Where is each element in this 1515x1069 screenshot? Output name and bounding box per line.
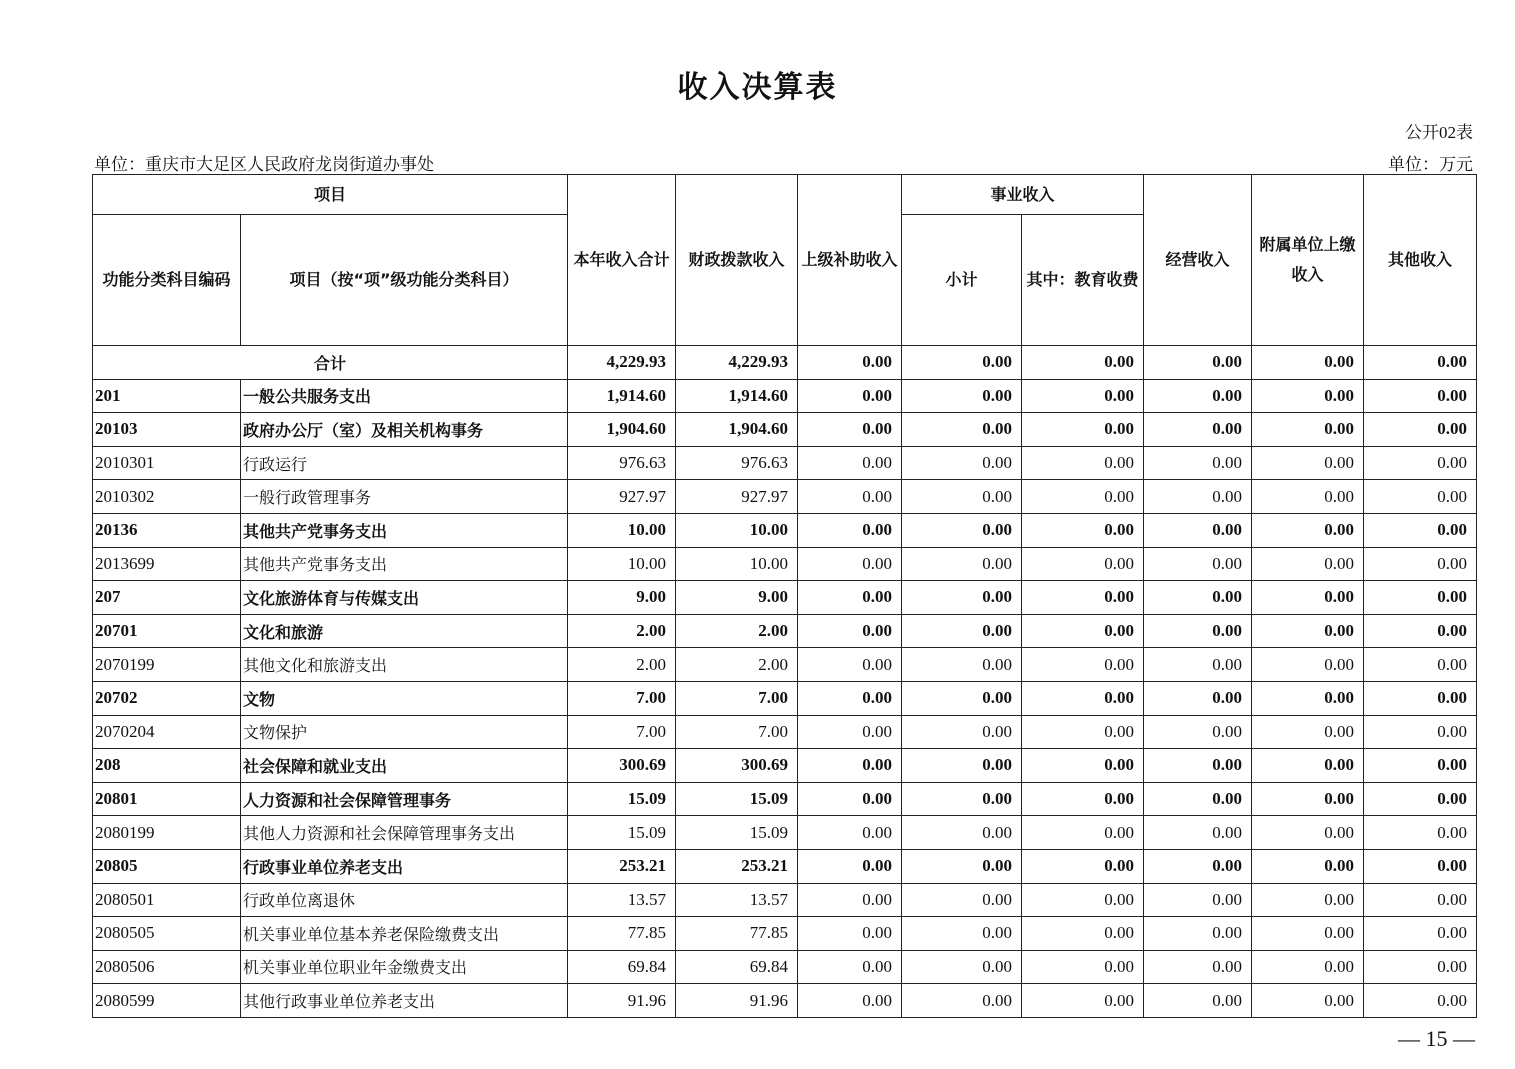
row-value: 0.00	[1022, 950, 1144, 984]
table-row	[93, 547, 1477, 581]
total-value: 0.00	[1144, 346, 1252, 380]
row-value: 0.00	[1022, 480, 1144, 514]
unit-organization: 单位：重庆市大足区人民政府龙岗街道办事处	[94, 155, 434, 174]
row-value: 0.00	[1144, 816, 1252, 850]
row-name: 文物	[241, 681, 568, 715]
row-value: 15.09	[676, 782, 798, 816]
row-value: 0.00	[1144, 547, 1252, 581]
row-value: 0.00	[902, 883, 1022, 917]
row-value: 0.00	[798, 614, 902, 648]
row-value: 0.00	[1022, 917, 1144, 951]
row-value: 0.00	[1022, 849, 1144, 883]
row-value: 0.00	[798, 547, 902, 581]
row-value: 2.00	[568, 648, 676, 682]
row-value: 0.00	[1252, 883, 1364, 917]
table-row	[93, 446, 1477, 480]
row-value: 0.00	[1144, 379, 1252, 413]
row-value: 0.00	[798, 446, 902, 480]
row-value: 0.00	[1364, 782, 1477, 816]
row-value: 0.00	[1144, 581, 1252, 615]
row-value: 0.00	[902, 681, 1022, 715]
row-name: 行政单位离退休	[241, 883, 568, 917]
row-code: 2080505	[93, 917, 241, 951]
row-value: 0.00	[902, 816, 1022, 850]
row-value: 13.57	[676, 883, 798, 917]
header-project: 项目	[93, 175, 568, 215]
row-code: 20702	[93, 681, 241, 715]
row-value: 0.00	[1144, 883, 1252, 917]
row-value: 0.00	[902, 379, 1022, 413]
row-value: 300.69	[676, 749, 798, 783]
row-value: 1,914.60	[568, 379, 676, 413]
row-code: 2070199	[93, 648, 241, 682]
row-code: 2080599	[93, 984, 241, 1018]
table-row	[93, 513, 1477, 547]
row-value: 0.00	[902, 715, 1022, 749]
row-value: 0.00	[902, 849, 1022, 883]
row-code: 2080501	[93, 883, 241, 917]
row-name: 其他共产党事务支出	[241, 547, 568, 581]
row-value: 0.00	[1144, 446, 1252, 480]
row-code: 20701	[93, 614, 241, 648]
row-value: 7.00	[568, 681, 676, 715]
row-value: 2.00	[676, 648, 798, 682]
row-value: 0.00	[1252, 379, 1364, 413]
total-value: 0.00	[1252, 346, 1364, 380]
row-value: 0.00	[902, 581, 1022, 615]
table-row	[93, 917, 1477, 951]
row-value: 0.00	[1364, 715, 1477, 749]
row-value: 0.00	[1144, 480, 1252, 514]
row-value: 0.00	[1252, 648, 1364, 682]
row-value: 0.00	[902, 480, 1022, 514]
row-value: 0.00	[1022, 681, 1144, 715]
row-value: 0.00	[1022, 883, 1144, 917]
row-value: 0.00	[1022, 614, 1144, 648]
row-code: 2010301	[93, 446, 241, 480]
header-code: 功能分类科目编码	[93, 215, 241, 346]
row-value: 9.00	[676, 581, 798, 615]
row-value: 0.00	[902, 749, 1022, 783]
row-value: 0.00	[798, 715, 902, 749]
row-value: 0.00	[1252, 513, 1364, 547]
row-value: 0.00	[1364, 816, 1477, 850]
row-name: 行政事业单位养老支出	[241, 849, 568, 883]
row-value: 0.00	[1252, 715, 1364, 749]
row-value: 1,904.60	[568, 413, 676, 447]
row-value: 0.00	[798, 681, 902, 715]
page-title: 收入决算表	[677, 70, 838, 105]
row-value: 10.00	[676, 547, 798, 581]
row-value: 0.00	[1252, 984, 1364, 1018]
row-value: 0.00	[1364, 984, 1477, 1018]
row-value: 0.00	[798, 984, 902, 1018]
table-row	[93, 480, 1477, 514]
row-value: 0.00	[1364, 849, 1477, 883]
row-value: 0.00	[798, 648, 902, 682]
header-superior: 上级补助收入	[798, 175, 902, 346]
row-value: 0.00	[1022, 581, 1144, 615]
table-row	[93, 849, 1477, 883]
table-row	[93, 782, 1477, 816]
row-name: 一般公共服务支出	[241, 379, 568, 413]
row-value: 0.00	[1144, 648, 1252, 682]
row-value: 0.00	[1252, 681, 1364, 715]
row-value: 91.96	[676, 984, 798, 1018]
total-label: 合计	[93, 346, 568, 380]
row-value: 0.00	[1364, 480, 1477, 514]
row-code: 20136	[93, 513, 241, 547]
row-value: 10.00	[568, 547, 676, 581]
row-value: 0.00	[1022, 413, 1144, 447]
row-value: 0.00	[1364, 883, 1477, 917]
row-value: 0.00	[1364, 446, 1477, 480]
row-value: 0.00	[798, 749, 902, 783]
row-value: 0.00	[1144, 917, 1252, 951]
row-value: 15.09	[568, 782, 676, 816]
row-value: 0.00	[902, 782, 1022, 816]
row-value: 0.00	[798, 581, 902, 615]
row-value: 0.00	[1364, 413, 1477, 447]
row-value: 976.63	[568, 446, 676, 480]
row-value: 2.00	[676, 614, 798, 648]
row-value: 91.96	[568, 984, 676, 1018]
row-name: 其他文化和旅游支出	[241, 648, 568, 682]
row-value: 0.00	[1144, 782, 1252, 816]
row-value: 976.63	[676, 446, 798, 480]
row-value: 0.00	[1022, 547, 1144, 581]
row-value: 0.00	[1022, 513, 1144, 547]
row-value: 7.00	[568, 715, 676, 749]
row-value: 0.00	[1144, 749, 1252, 783]
page-number: — 15 —	[1398, 1026, 1475, 1051]
header-business-group: 事业收入	[902, 175, 1144, 215]
row-value: 0.00	[1364, 379, 1477, 413]
row-value: 927.97	[676, 480, 798, 514]
row-value: 0.00	[1252, 849, 1364, 883]
row-value: 0.00	[798, 782, 902, 816]
total-value: 0.00	[1364, 346, 1477, 380]
row-name: 政府办公厅（室）及相关机构事务	[241, 413, 568, 447]
row-value: 0.00	[902, 917, 1022, 951]
total-value: 4,229.93	[568, 346, 676, 380]
row-name: 机关事业单位基本养老保险缴费支出	[241, 917, 568, 951]
row-code: 207	[93, 581, 241, 615]
row-value: 0.00	[798, 816, 902, 850]
total-row	[93, 346, 1477, 380]
row-value: 0.00	[1144, 413, 1252, 447]
row-value: 0.00	[1144, 950, 1252, 984]
table-row	[93, 883, 1477, 917]
row-value: 253.21	[676, 849, 798, 883]
header-total: 本年收入合计	[568, 175, 676, 346]
row-value: 0.00	[902, 984, 1022, 1018]
row-value: 0.00	[1144, 614, 1252, 648]
row-value: 0.00	[902, 950, 1022, 984]
row-value: 0.00	[1252, 581, 1364, 615]
row-name: 人力资源和社会保障管理事务	[241, 782, 568, 816]
header-other: 其他收入	[1364, 175, 1477, 346]
row-value: 253.21	[568, 849, 676, 883]
row-code: 201	[93, 379, 241, 413]
row-code: 2080199	[93, 816, 241, 850]
row-value: 0.00	[1022, 984, 1144, 1018]
table-row	[93, 950, 1477, 984]
table-row	[93, 379, 1477, 413]
row-value: 7.00	[676, 681, 798, 715]
row-value: 0.00	[1144, 513, 1252, 547]
row-value: 0.00	[1252, 413, 1364, 447]
row-value: 13.57	[568, 883, 676, 917]
row-value: 0.00	[1022, 749, 1144, 783]
table-row	[93, 614, 1477, 648]
row-value: 0.00	[1364, 749, 1477, 783]
row-value: 0.00	[902, 614, 1022, 648]
table-row	[93, 715, 1477, 749]
header-operating: 经营收入	[1144, 175, 1252, 346]
row-value: 15.09	[568, 816, 676, 850]
total-value: 4,229.93	[676, 346, 798, 380]
row-name: 其他人力资源和社会保障管理事务支出	[241, 816, 568, 850]
unit-money: 单位：万元	[1388, 155, 1473, 174]
income-table	[92, 174, 1477, 1018]
row-name: 机关事业单位职业年金缴费支出	[241, 950, 568, 984]
table-code: 公开02表	[1405, 123, 1473, 142]
row-value: 0.00	[1022, 648, 1144, 682]
table-row	[93, 648, 1477, 682]
row-value: 0.00	[798, 950, 902, 984]
row-value: 77.85	[568, 917, 676, 951]
row-value: 0.00	[1252, 614, 1364, 648]
row-value: 15.09	[676, 816, 798, 850]
header-education: 其中：教育收费	[1022, 215, 1144, 346]
row-name: 其他行政事业单位养老支出	[241, 984, 568, 1018]
row-value: 0.00	[1252, 917, 1364, 951]
row-value: 0.00	[1364, 950, 1477, 984]
row-value: 0.00	[1364, 648, 1477, 682]
row-name: 文化和旅游	[241, 614, 568, 648]
row-value: 300.69	[568, 749, 676, 783]
row-value: 0.00	[1022, 816, 1144, 850]
table-row	[93, 749, 1477, 783]
row-value: 0.00	[798, 849, 902, 883]
row-name: 行政运行	[241, 446, 568, 480]
row-value: 0.00	[1144, 681, 1252, 715]
row-value: 0.00	[1022, 715, 1144, 749]
row-code: 2013699	[93, 547, 241, 581]
row-code: 20805	[93, 849, 241, 883]
row-value: 927.97	[568, 480, 676, 514]
row-value: 0.00	[1364, 917, 1477, 951]
row-value: 7.00	[676, 715, 798, 749]
table-row	[93, 984, 1477, 1018]
row-code: 2080506	[93, 950, 241, 984]
row-value: 77.85	[676, 917, 798, 951]
row-value: 69.84	[676, 950, 798, 984]
header-name: 项目（按“项”级功能分类科目）	[241, 215, 568, 346]
total-value: 0.00	[798, 346, 902, 380]
row-code: 2070204	[93, 715, 241, 749]
row-value: 0.00	[902, 648, 1022, 682]
row-name: 文化旅游体育与传媒支出	[241, 581, 568, 615]
row-value: 0.00	[1252, 816, 1364, 850]
row-value: 0.00	[1144, 984, 1252, 1018]
row-value: 0.00	[1022, 446, 1144, 480]
table-row	[93, 816, 1477, 850]
row-value: 0.00	[1364, 581, 1477, 615]
row-value: 0.00	[1144, 715, 1252, 749]
row-value: 0.00	[1022, 782, 1144, 816]
row-code: 20801	[93, 782, 241, 816]
row-value: 0.00	[1364, 547, 1477, 581]
row-value: 0.00	[1364, 513, 1477, 547]
row-value: 0.00	[1252, 446, 1364, 480]
row-value: 9.00	[568, 581, 676, 615]
row-value: 0.00	[902, 547, 1022, 581]
row-value: 0.00	[902, 446, 1022, 480]
row-value: 0.00	[1252, 950, 1364, 984]
row-value: 69.84	[568, 950, 676, 984]
row-name: 其他共产党事务支出	[241, 513, 568, 547]
row-value: 2.00	[568, 614, 676, 648]
header-subtotal: 小计	[902, 215, 1022, 346]
row-value: 0.00	[798, 917, 902, 951]
row-value: 0.00	[1144, 849, 1252, 883]
row-value: 1,904.60	[676, 413, 798, 447]
row-value: 0.00	[798, 480, 902, 514]
row-value: 0.00	[1022, 379, 1144, 413]
row-value: 0.00	[798, 883, 902, 917]
row-name: 一般行政管理事务	[241, 480, 568, 514]
row-value: 0.00	[902, 413, 1022, 447]
row-value: 0.00	[1364, 681, 1477, 715]
row-value: 0.00	[1252, 480, 1364, 514]
row-value: 0.00	[798, 379, 902, 413]
row-code: 20103	[93, 413, 241, 447]
table-row	[93, 413, 1477, 447]
table-row	[93, 581, 1477, 615]
row-value: 0.00	[798, 513, 902, 547]
row-name: 社会保障和就业支出	[241, 749, 568, 783]
row-value: 1,914.60	[676, 379, 798, 413]
table-row	[93, 681, 1477, 715]
row-value: 0.00	[902, 513, 1022, 547]
total-value: 0.00	[902, 346, 1022, 380]
header-fiscal: 财政拨款收入	[676, 175, 798, 346]
row-value: 0.00	[798, 413, 902, 447]
row-value: 0.00	[1252, 547, 1364, 581]
row-name: 文物保护	[241, 715, 568, 749]
total-value: 0.00	[1022, 346, 1144, 380]
header-affiliated: 附属单位上缴收入	[1252, 175, 1364, 346]
row-value: 0.00	[1364, 614, 1477, 648]
row-value: 10.00	[676, 513, 798, 547]
row-value: 10.00	[568, 513, 676, 547]
row-value: 0.00	[1252, 782, 1364, 816]
row-code: 208	[93, 749, 241, 783]
row-value: 0.00	[1252, 749, 1364, 783]
row-code: 2010302	[93, 480, 241, 514]
